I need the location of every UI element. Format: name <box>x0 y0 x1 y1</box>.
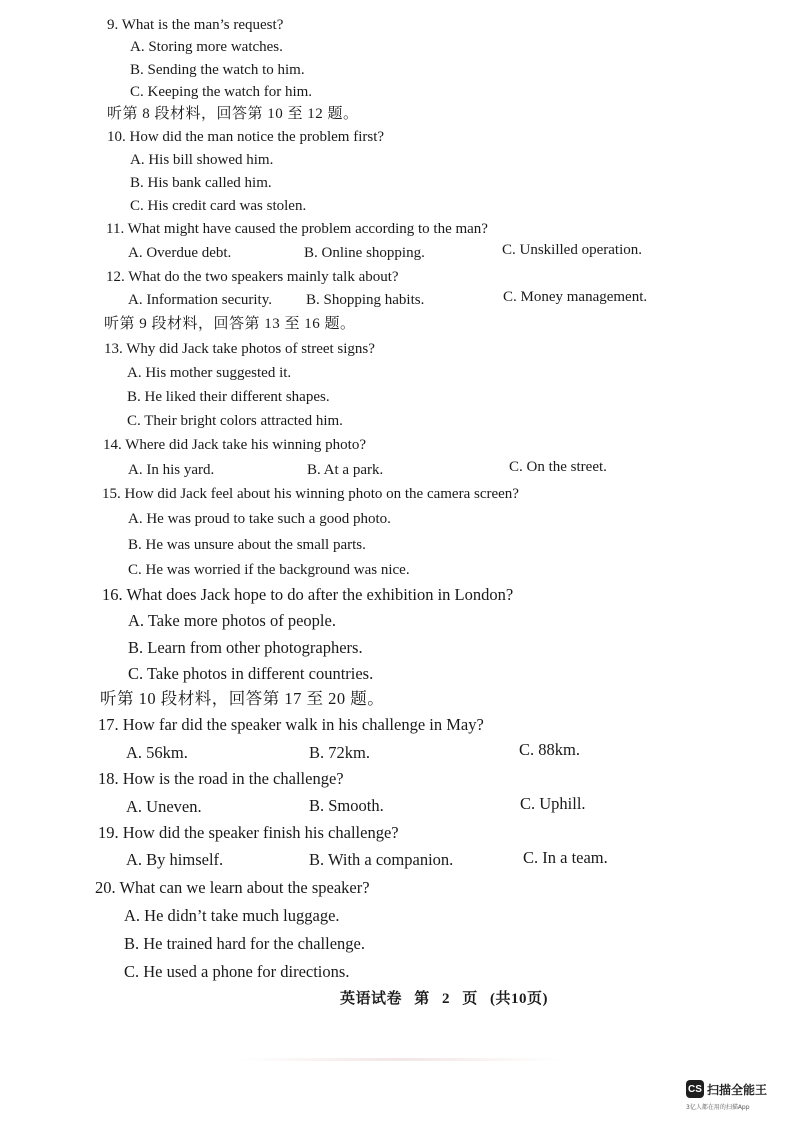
question-text: 9. What is the man’s request? <box>107 17 284 33</box>
question-text: 13. Why did Jack take photos of street signs? <box>104 341 375 357</box>
answer-option: C. Keeping the watch for him. <box>130 84 313 100</box>
scan-smudge <box>240 1058 560 1061</box>
answer-option: B. At a park. <box>307 462 384 478</box>
answer-option: B. His bank called him. <box>130 175 272 191</box>
footer-page-number: 2 <box>442 991 451 1007</box>
answer-option: B. With a companion. <box>309 850 454 869</box>
answer-option: A. Overdue debt. <box>128 245 232 261</box>
answer-option: C. On the street. <box>509 459 607 475</box>
question-text: 12. What do the two speakers mainly talk about? <box>106 269 399 285</box>
question-text: 19. How did the speaker finish his challenge? <box>98 823 399 842</box>
answer-option: C. In a team. <box>523 848 608 867</box>
scanner-watermark <box>686 1080 767 1098</box>
question-text: 10. How did the man notice the problem first? <box>107 129 385 145</box>
answer-option: B. Online shopping. <box>304 245 425 261</box>
footer-page-label-pre: 第 <box>414 991 430 1007</box>
answer-option: B. Smooth. <box>309 796 384 815</box>
answer-option: A. Storing more watches. <box>130 39 283 55</box>
answer-option: C. His credit card was stolen. <box>130 198 307 214</box>
answer-option: A. He didn’t take much luggage. <box>124 906 340 925</box>
answer-option: B. Learn from other photographers. <box>128 638 363 657</box>
answer-option: C. Take photos in different countries. <box>128 664 374 683</box>
answer-option: A. Information security. <box>128 292 272 308</box>
answer-option: A. His bill showed him. <box>130 152 274 168</box>
section-instruction: 听第 8 段材料，回答第 10 至 12 题。 <box>107 106 359 122</box>
question-text: 18. How is the road in the challenge? <box>98 769 344 788</box>
section-instruction: 听第 9 段材料，回答第 13 至 16 题。 <box>104 316 356 332</box>
footer-page-label-post: 页 <box>462 991 478 1007</box>
question-text: 11. What might have caused the problem according to the man? <box>106 221 488 237</box>
answer-option: C. Money management. <box>503 289 648 305</box>
answer-option: A. Take more photos of people. <box>128 611 336 630</box>
answer-option: C. Uphill. <box>520 794 586 813</box>
answer-option: A. Uneven. <box>126 797 202 816</box>
answer-option: B. He was unsure about the small parts. <box>128 537 366 553</box>
answer-option: C. He used a phone for directions. <box>124 962 350 981</box>
answer-option: A. By himself. <box>126 850 224 869</box>
answer-option: C. 88km. <box>519 740 580 759</box>
answer-option: A. 56km. <box>126 743 188 762</box>
answer-option: B. 72km. <box>309 743 370 762</box>
footer-subject: 英语试卷 <box>340 991 403 1007</box>
answer-option: C. Their bright colors attracted him. <box>127 413 343 429</box>
answer-option: B. He liked their different shapes. <box>127 389 330 405</box>
question-text: 20. What can we learn about the speaker? <box>95 878 370 897</box>
question-text: 14. Where did Jack take his winning photo? <box>103 437 366 453</box>
watermark-tagline: 3亿人都在用的扫描App <box>686 1104 750 1111</box>
answer-option: A. In his yard. <box>128 462 215 478</box>
question-text: 15. How did Jack feel about his winning photo on the camera screen? <box>102 486 519 502</box>
question-text: 17. How far did the speaker walk in his challenge in May? <box>98 715 484 734</box>
section-instruction: 听第 10 段材料，回答第 17 至 20 题。 <box>100 689 385 708</box>
answer-option: C. Unskilled operation. <box>502 242 642 258</box>
camscanner-logo-icon: CS <box>686 1080 704 1098</box>
answer-option: A. He was proud to take such a good photo. <box>128 511 391 527</box>
footer-total-pages: (共10页) <box>490 991 549 1007</box>
answer-option: B. Shopping habits. <box>306 292 425 308</box>
answer-option: C. He was worried if the background was nice. <box>128 562 410 578</box>
watermark-app-name: 扫描全能王 <box>707 1082 768 1097</box>
answer-option: B. Sending the watch to him. <box>130 62 305 78</box>
page-footer <box>340 987 556 1008</box>
answer-option: A. His mother suggested it. <box>127 365 292 381</box>
answer-option: B. He trained hard for the challenge. <box>124 934 365 953</box>
question-text: 16. What does Jack hope to do after the exhibition in London? <box>102 585 514 604</box>
